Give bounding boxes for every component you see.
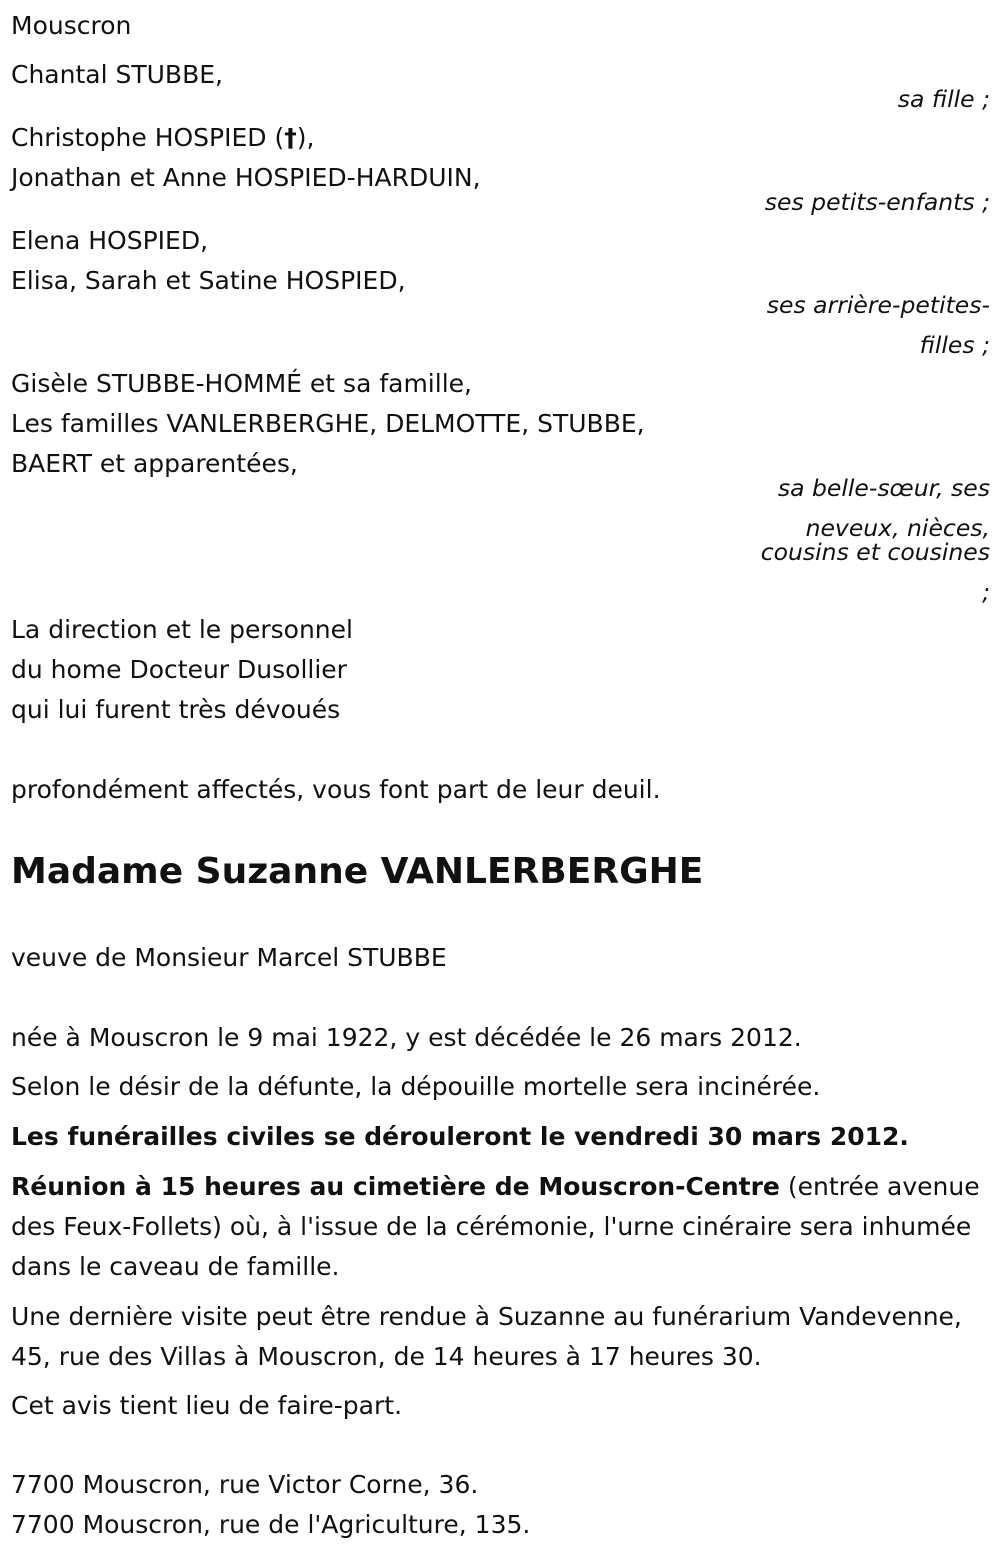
visit-paragraph: Une dernière visite peut être rendue à Suzanne au funérarium Vandevenne, 45, rue des Villas à Mouscron, de 14 heures à 17 heures 30. [11,1302,962,1371]
family-line: Chantal STUBBE, [11,60,223,89]
relation-label: ; [982,578,990,606]
birth-death: née à Mouscron le 9 mai 1922, y est décédée le 26 mars 2012. [11,1023,802,1052]
address: 7700 Mouscron, rue Victor Corne, 36. [11,1470,479,1499]
relation-label: sa belle-sœur, ses [777,474,990,502]
notice: Cet avis tient lieu de faire-part. [11,1391,403,1420]
family-line: BAERT et apparentées, [11,449,298,478]
deceased-name: Madame Suzanne VANLERBERGHE [11,851,704,892]
widow-of: veuve de Monsieur Marcel STUBBE [11,943,447,972]
relation-label: ses arrière-petites- [766,291,990,319]
family-line-text: ), [296,123,315,152]
family-line: Elisa, Sarah et Satine HOSPIED, [11,266,406,295]
cross-icon: † [284,123,297,152]
family-line: Les familles VANLERBERGHE, DELMOTTE, STUBBE, [11,409,645,438]
relation-label: neveux, nièces, [805,514,990,542]
relation-label: cousins et cousines [760,538,990,566]
cremation-note: Selon le désir de la défunte, la dépouille mortelle sera incinérée. [11,1072,821,1101]
family-line: La direction et le personnel [11,615,353,644]
place-header: Mouscron [11,11,132,40]
relation-label: filles ; [919,331,990,359]
family-line: Elena HOSPIED, [11,226,209,255]
relation-label: sa fille ; [897,85,990,113]
meeting-bold: Réunion à 15 heures au cimetière de Mouscron-Centre [11,1172,780,1201]
address: 7700 Mouscron, rue de l'Agriculture, 135. [11,1510,531,1539]
family-line: Jonathan et Anne HOSPIED-HARDUIN, [11,163,481,192]
meeting-rest: (entrée avenue des Feux-Follets) où, à l'issue de la cérémonie, l'urne cinéraire sera inhumée dans le caveau de famille. [11,1172,980,1281]
family-line: Gisèle STUBBE-HOMMÉ et sa famille, [11,369,472,398]
family-line: du home Docteur Dusollier [11,655,347,684]
family-line-text: Christophe HOSPIED ( [11,123,285,152]
meeting-paragraph [11,1167,986,1287]
relation-label: ses petits-enfants ; [764,188,990,216]
family-line [11,123,314,153]
family-line: qui lui furent très dévoués [11,695,341,724]
funeral-date: Les funérailles civiles se dérouleront le vendredi 30 mars 2012. [11,1122,909,1151]
announcement: profondément affectés, vous font part de leur deuil. [11,775,661,804]
